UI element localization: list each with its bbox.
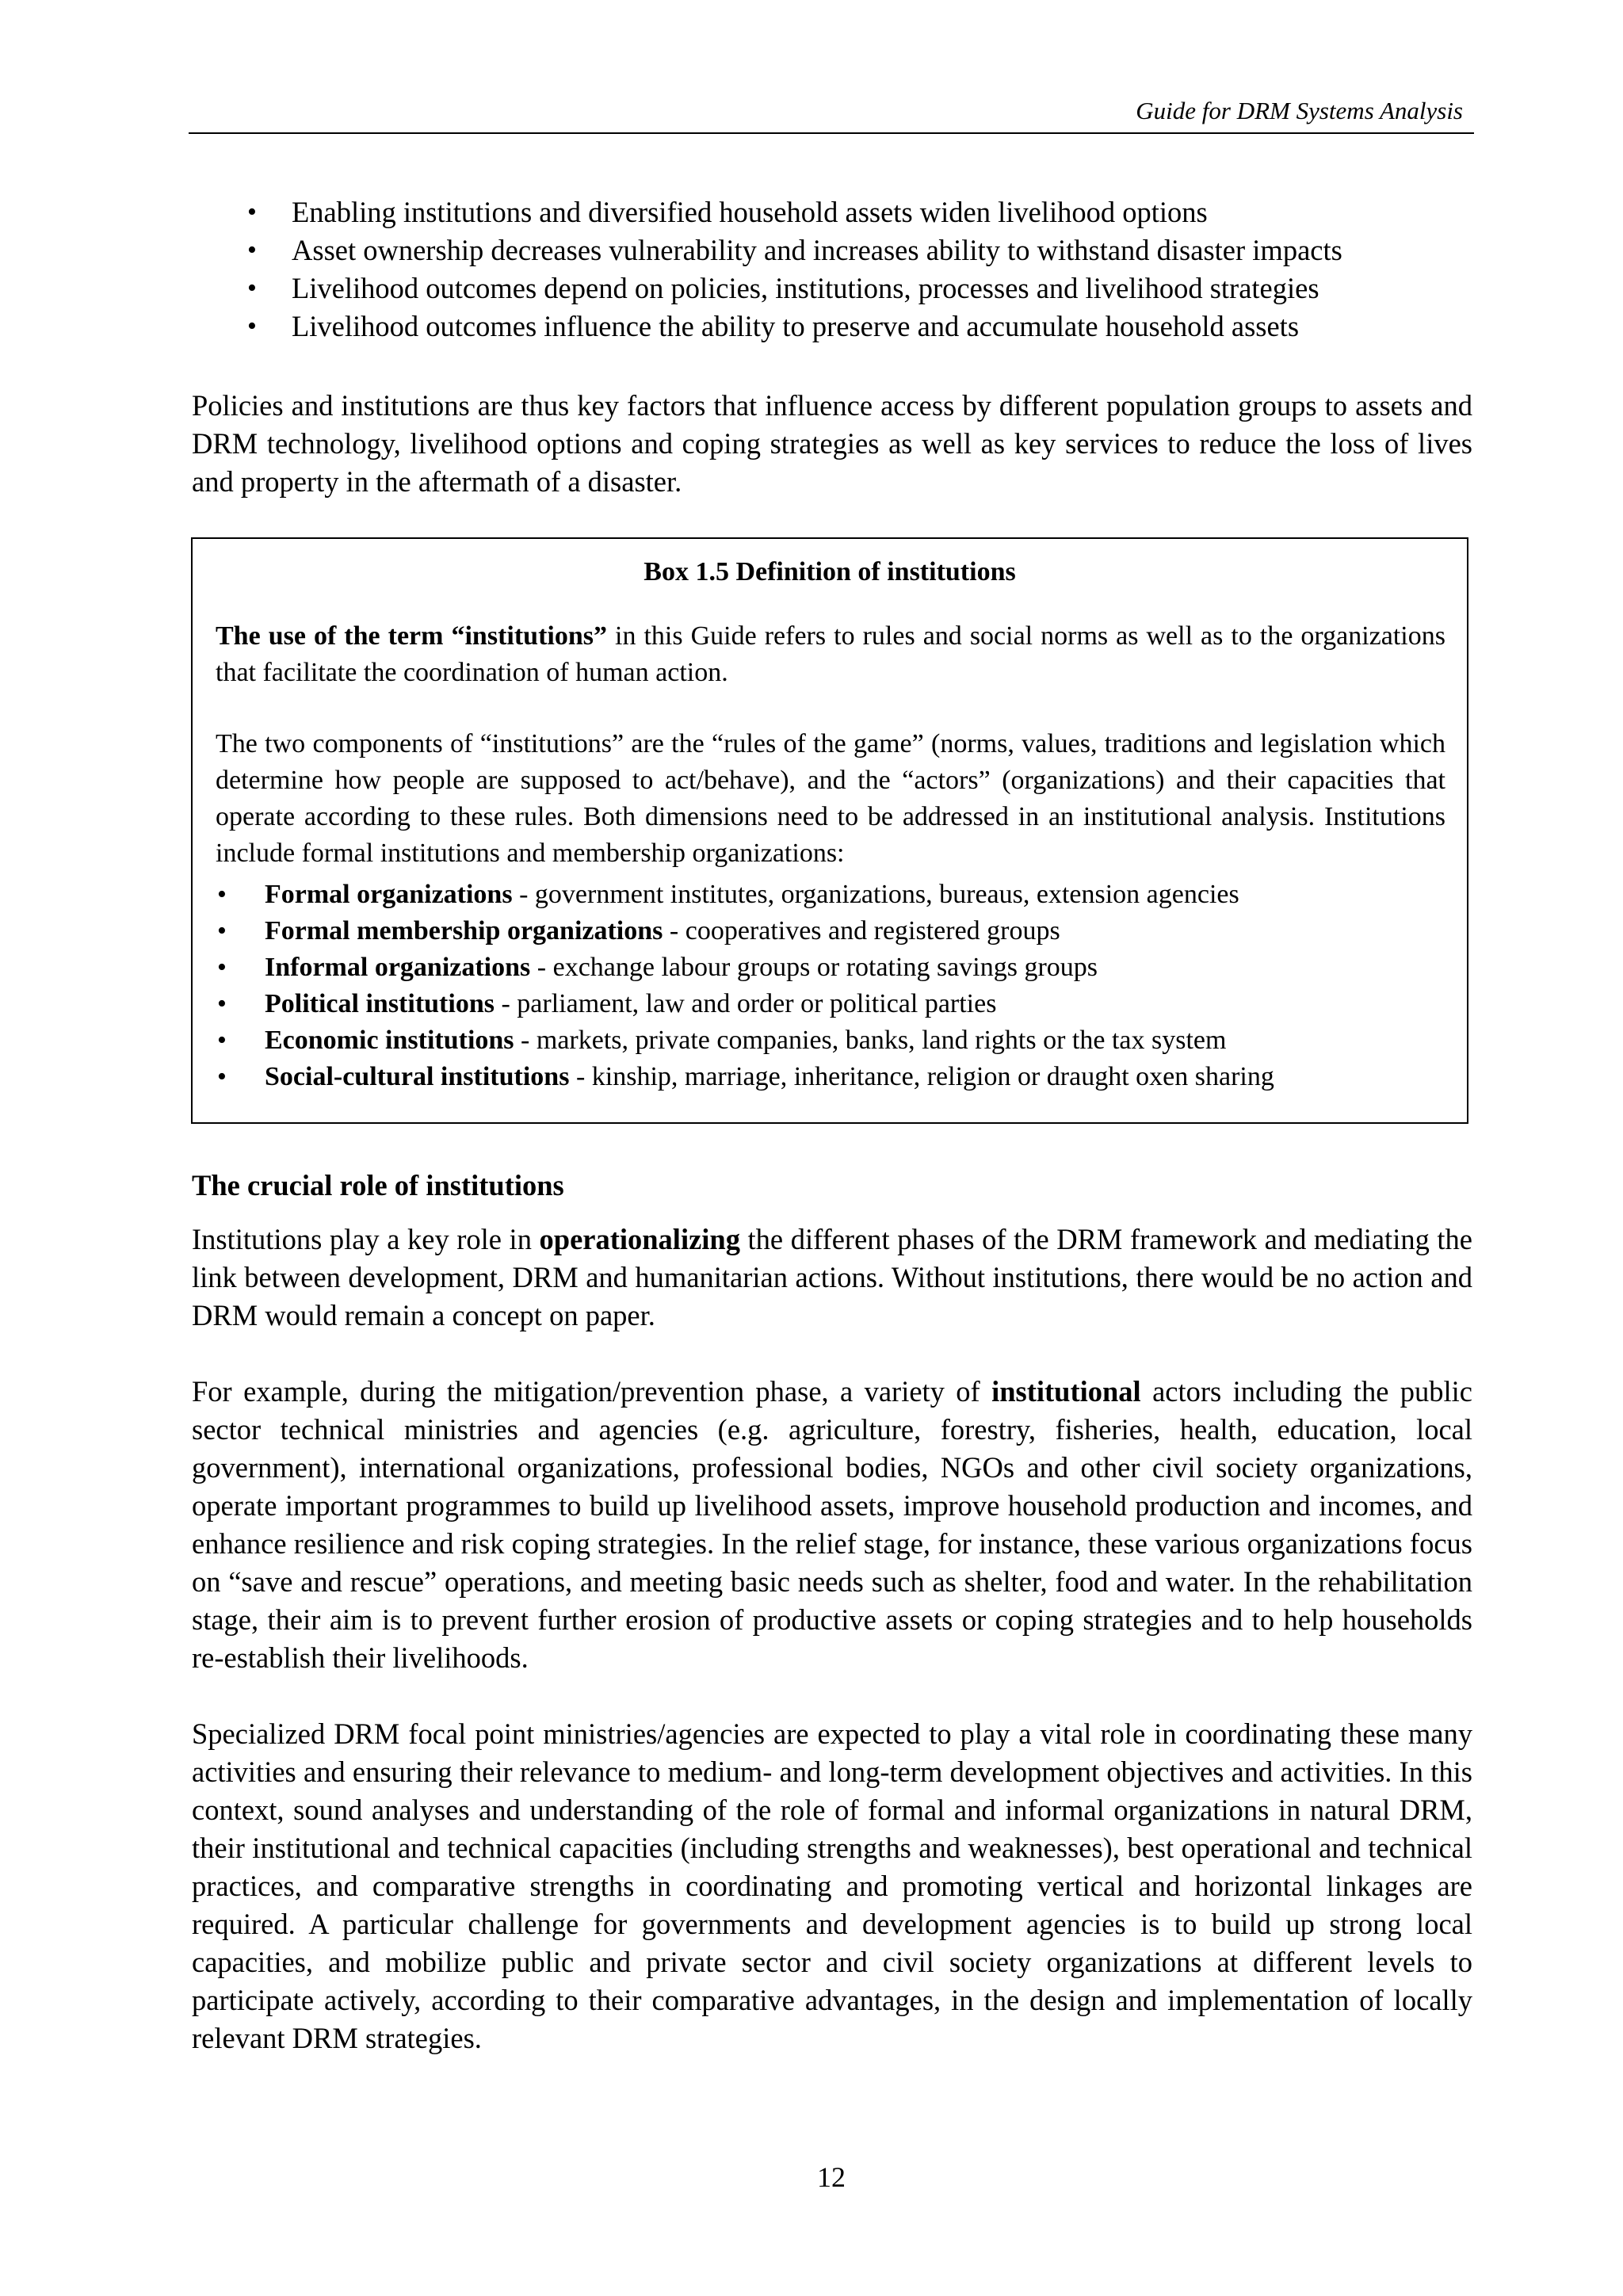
institution-term: Formal organizations — [265, 880, 513, 909]
section-paragraph-1 — [192, 1221, 1472, 1335]
header-rule — [189, 132, 1474, 134]
box-paragraph-1 — [216, 618, 1445, 691]
section-heading: The crucial role of institutions — [192, 1169, 564, 1201]
paragraph-text: Institutions play a key role in — [192, 1223, 540, 1255]
paragraph-text: actors including the public sector technical ministries and agencies (e.g. agriculture, forestry, fisheries, health, education, local government), international organizations, professional bodies, NGOs and other civil society organizations, operate important programmes to build up livelihood assets, improve household production and incomes, and enhance resilience and risk coping strategies. In the relief stage, for instance, these various organizations focus on “save and rescue” operations, and meeting basic needs such as shelter, food and water. In the rehabilitation stage, their aim is to prevent further erosion of productive assets or coping strategies and to help households re-establish their livelihoods. — [192, 1375, 1472, 1674]
list-item — [216, 1022, 1452, 1059]
institution-term: Informal organizations — [265, 953, 531, 982]
list-item — [216, 949, 1452, 986]
box-term-emphasis: The use of the term “institutions” — [216, 621, 607, 651]
institution-term: Social-cultural institutions — [265, 1062, 570, 1091]
institution-desc: - exchange labour groups or rotating savings groups — [530, 953, 1098, 982]
paragraph-text: the different phases of the DRM framework and mediating the link between development, DRM and humanitarian actions. Without institutions, there would be no action and DRM would remain a concept on paper. — [192, 1223, 1472, 1331]
list-item — [216, 913, 1452, 949]
paragraph-text: For example, during the mitigation/prevention phase, a variety of — [192, 1375, 992, 1408]
box-paragraph-1-text: in this Guide refers to rules and social norms as well as to the organizations that facilitate the coordination of human action. — [216, 621, 1445, 687]
definition-box — [191, 537, 1468, 1124]
institution-term: Political institutions — [265, 989, 495, 1018]
list-item: • Livelihood outcomes depend on policies, institutions, processes and livelihood strategies — [189, 269, 1472, 308]
intro-bullet-list — [189, 193, 1472, 346]
institution-desc: - government institutes, organizations, bureaus, extension agencies — [512, 880, 1239, 909]
list-item — [216, 986, 1452, 1022]
institution-desc: - parliament, law and order or political parties — [494, 989, 997, 1018]
emphasis-text: institutional — [991, 1375, 1141, 1408]
emphasis-text: operationalizing — [539, 1223, 740, 1255]
policies-paragraph: Policies and institutions are thus key factors that influence access by different population groups to assets and DRM technology, livelihood options and coping strategies as well as key services to reduce the loss of lives and property in the aftermath of a disaster. — [192, 389, 1472, 498]
institution-desc: - markets, private companies, banks, land rights or the tax system — [514, 1026, 1227, 1055]
box-paragraph-2: The two components of “institutions” are the “rules of the game” (norms, values, traditions and legislation which determine how people are supposed to act/behave), and the “actors” (organizations) and their capacities that operate according to these rules. Both dimensions need to be addressed in an institutional analysis. Institutions include formal institutions and membership organizations: — [216, 729, 1445, 868]
section-paragraph-3: Specialized DRM focal point ministries/agencies are expected to play a vital role in coordinating these many activities and ensuring their relevance to medium- and long-term development objectives and activities. In this context, sound analyses and understanding of the role of formal and informal organizations in natural DRM, their institutional and technical capacities (including strengths and weaknesses), best operational and technical practices, and comparative strengths in coordinating and promoting vertical and horizontal linkages are required. A particular challenge for governments and development agencies is to build up strong local capacities, and mobilize public and private sector and civil society organizations at different levels to participate actively, according to their comparative advantages, in the design and implementation of locally relevant DRM strategies. — [192, 1717, 1472, 2054]
institution-term: Formal membership organizations — [265, 916, 663, 946]
list-item: • Asset ownership decreases vulnerability and increases ability to withstand disaster impacts — [189, 231, 1472, 269]
list-item — [216, 1059, 1452, 1095]
list-item: • Enabling institutions and diversified household assets widen livelihood options — [189, 193, 1472, 231]
list-item — [216, 877, 1452, 913]
section-paragraph-2 — [192, 1373, 1472, 1677]
running-header: Guide for DRM Systems Analysis — [1136, 97, 1463, 124]
institution-desc: - cooperatives and registered groups — [663, 916, 1060, 946]
institution-term: Economic institutions — [265, 1026, 514, 1055]
institution-types-list — [216, 877, 1452, 1095]
box-title: Box 1.5 Definition of institutions — [643, 557, 1016, 586]
page-number: 12 — [817, 2161, 846, 2193]
list-item: • Livelihood outcomes influence the ability to preserve and accumulate household assets — [189, 308, 1472, 346]
institution-desc: - kinship, marriage, inheritance, religion or draught oxen sharing — [569, 1062, 1274, 1091]
